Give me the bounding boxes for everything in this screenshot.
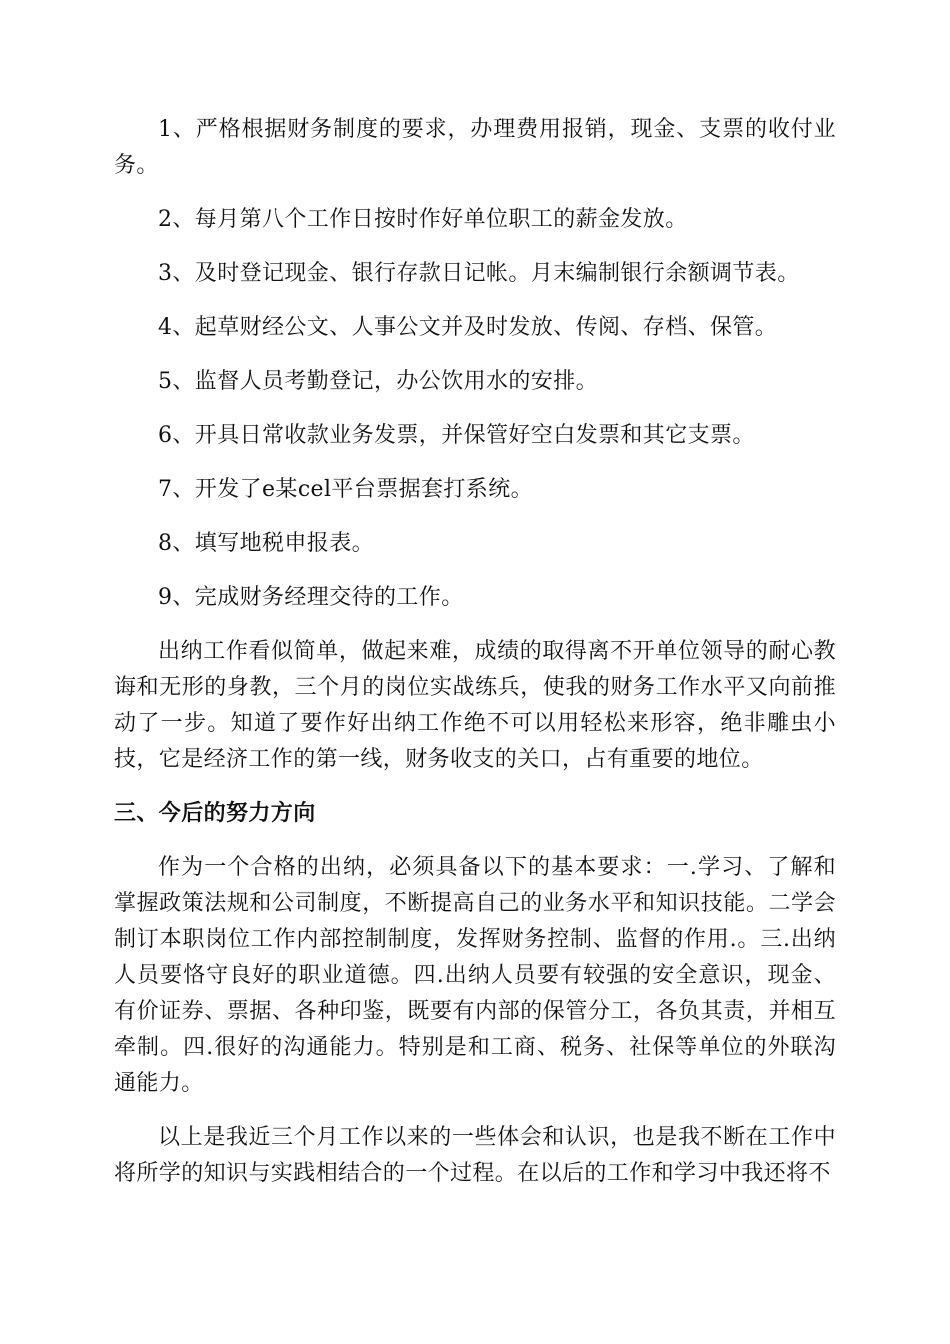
closing-paragraph: 以上是我近三个月工作以来的一些体会和认识，也是我不断在工作中将所学的知识与实践相结合的一个过程。在以后的工作和学习中我还将不 (114, 1125, 836, 1186)
list-item-2: 2、每月第八个工作日按时作好单位职工的薪金发放。 (158, 207, 688, 232)
list-item-8: 8、填写地税申报表。 (158, 531, 374, 556)
list-item-1: 1、严格根据财务制度的要求，办理费用报销，现金、支票的收付业务。 (114, 117, 836, 178)
list-item-3: 3、及时登记现金、银行存款日记帐。月末编制银行余额调节表。 (158, 261, 800, 286)
list-item-6: 6、开具日常收款业务发票，并保管好空白发票和其它支票。 (158, 423, 755, 448)
document-body (114, 112, 836, 1210)
list-item-7: 7、开发了e某cel平台票据套打系统。 (158, 477, 533, 502)
list-item-9: 9、完成财务经理交待的工作。 (158, 585, 464, 610)
list-item-5: 5、监督人员考勤登记，办公饮用水的安排。 (158, 369, 598, 394)
list-item-4: 4、起草财经公文、人事公文并及时发放、传阅、存档、保管。 (158, 315, 778, 340)
requirements-paragraph: 作为一个合格的出纳，必须具备以下的基本要求：一.学习、了解和掌握政策法规和公司制度，不断提高自己的业务水平和知识技能。二学会制订本职岗位工作内部控制制度，发挥财务控制、监督的作用.。三.出纳人员要恪守良好的职业道德。四.出纳人员要有较强的安全意识，现金、有价证券、票据、各种印鉴，既要有内部的保管分工，各负其责，并相互牵制。四.很好的沟通能力。特别是和工商、税务、社保等单位的外联沟通能力。 (114, 855, 836, 1096)
summary-paragraph: 出纳工作看似简单，做起来难，成绩的取得离不开单位领导的耐心教诲和无形的身教，三个月的岗位实战练兵，使我的财务工作水平又向前推动了一步。知道了要作好出纳工作绝不可以用轻松来形容，绝非雕虫小技，它是经济工作的第一线，财务收支的关口，占有重要的地位。 (114, 639, 836, 772)
section-heading: 三、今后的努力方向 (114, 801, 316, 826)
